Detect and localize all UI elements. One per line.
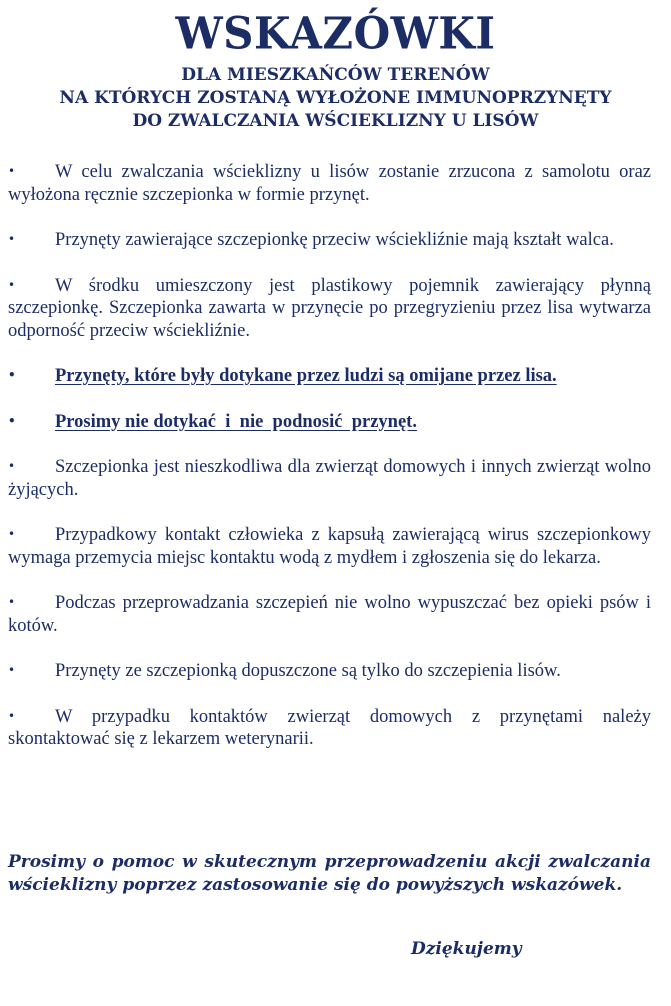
guideline-item <box>8 705 656 751</box>
guidelines-list <box>8 160 656 773</box>
guideline-item-emphasized <box>8 410 651 434</box>
bullet-icon: • <box>8 595 16 609</box>
bullet-icon: • <box>8 368 16 382</box>
bullet-icon: • <box>8 708 16 723</box>
guideline-item-emphasized <box>8 364 651 388</box>
subtitle-line: DLA MIESZKAŃCÓW TERENÓW <box>181 65 490 85</box>
guideline-item <box>8 274 656 343</box>
bullet-icon: • <box>8 232 16 246</box>
guideline-text: Przynęty zawierające szczepionkę przeciw wściekliźnie mają kształt walca. <box>55 230 614 250</box>
guideline-text: Podczas przeprowadzania szczepień nie wolno wypuszczać bez opieki psów i kotów. <box>8 593 656 636</box>
closing-appeal: Prosimy o pomoc w skutecznym przeprowadzeniu akcji zwalczania wścieklizny poprzez zastosowanie się do powyższych wskazówek. <box>8 852 651 895</box>
page-title: WSKAZÓWKI <box>175 7 496 60</box>
guideline-item <box>8 659 651 683</box>
bullet-icon: • <box>8 459 16 473</box>
guideline-text: Przynęty ze szczepionką dopuszczone są tylko do szczepienia lisów. <box>55 661 561 681</box>
subtitle-line: NA KTÓRYCH ZOSTANĄ WYŁOŻONE IMMUNOPRZYNĘTY <box>59 88 612 108</box>
guideline-text: Prosimy nie dotykać i nie podnosić przynęt. <box>55 411 417 432</box>
page-subtitle <box>0 64 671 133</box>
guideline-item <box>8 591 656 637</box>
guideline-text: Szczepionka jest nieszkodliwa dla zwierząt domowych i innych zwierząt wolno żyjących. <box>8 457 656 500</box>
bullet-icon: • <box>8 527 16 541</box>
thanks-signature: Dziękujemy <box>411 939 522 959</box>
guideline-item <box>8 228 651 252</box>
guideline-text: W środku umieszczony jest plastikowy pojemnik zawierający płynną szczepionkę. Szczepionka zawarta w przynęcie po przegryzieniu przez lisa wytwarza odporność przeciw wściekliźnie. <box>8 275 656 341</box>
subtitle-line: DO ZWALCZANIA WŚCIEKLIZNY U LISÓW <box>132 111 539 131</box>
guideline-item <box>8 455 656 501</box>
bullet-icon: • <box>8 413 16 428</box>
guideline-item <box>8 523 656 569</box>
guideline-text: Przynęty, które były dotykane przez ludzi są omijane przez lisa. <box>55 366 557 386</box>
guideline-text: Przypadkowy kontakt człowieka z kapsułą zawierającą wirus szczepionkowy wymaga przemycia miejsc kontaktu wodą z mydłem i zgłoszenia się do lekarza. <box>8 525 656 568</box>
guideline-item <box>8 160 656 206</box>
bullet-icon: • <box>8 663 16 677</box>
bullet-icon: • <box>8 277 16 292</box>
guideline-text: W przypadku kontaktów zwierząt domowych z przynętami należy skontaktować się z lekarzem weterynarii. <box>8 706 656 749</box>
guideline-text: W celu zwalczania wścieklizny u lisów zostanie zrzucona z samolotu oraz wyłożona ręcznie szczepionka w formie przynęt. <box>8 162 656 205</box>
bullet-icon: • <box>8 164 16 178</box>
